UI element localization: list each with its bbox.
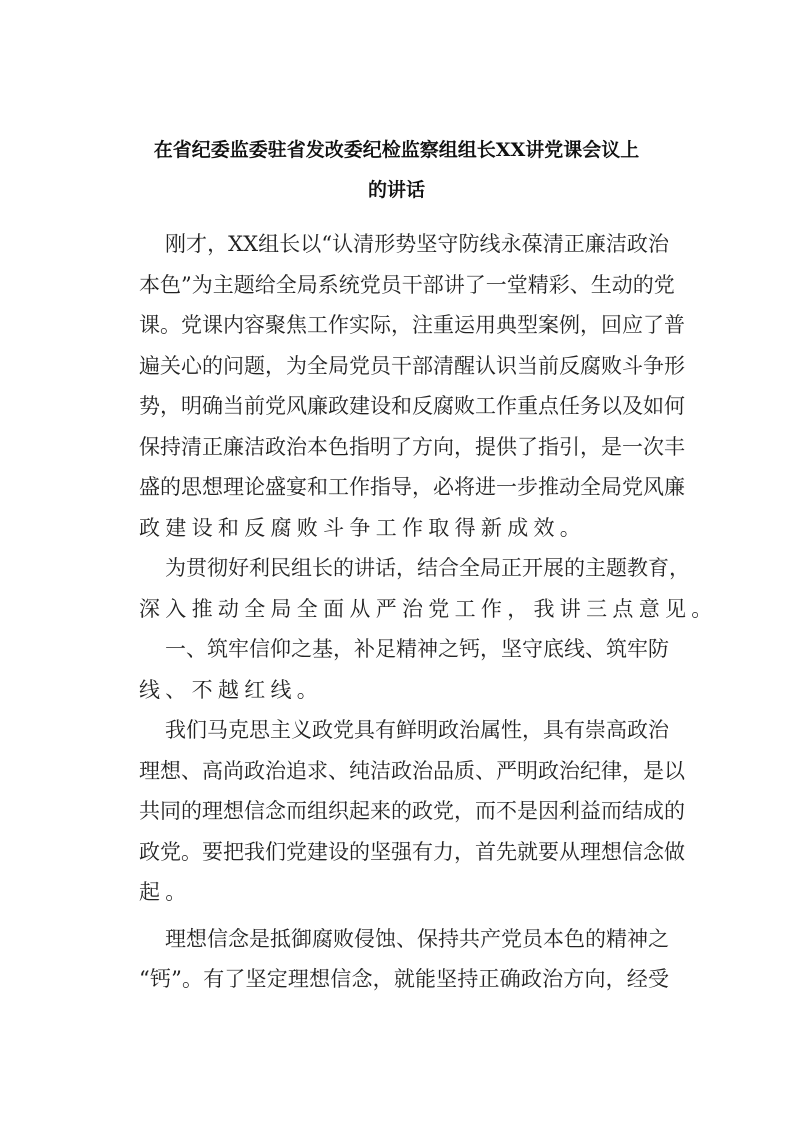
- text-line: 政党。要把我们党建设的坚强有力，首先就要从理想信念做: [139, 839, 685, 864]
- paragraph-party: [139, 710, 685, 913]
- text-line: 深入推动全局全面从严治党工作，我讲三点意见。: [139, 596, 718, 621]
- text-line: 为贯彻好利民组长的讲话，结合全局正开展的主题教育，: [165, 556, 690, 580]
- text-line: 一、筑牢信仰之基，补足精神之钙，坚守底线、筑牢防: [165, 637, 669, 661]
- text-line: 盛的思想理论盛宴和工作指导，必将进一步推动全局党风廉: [139, 475, 685, 499]
- title-line-2: 的讲话: [367, 179, 425, 201]
- paragraph-ideals: [139, 919, 669, 1000]
- text-line: 本色”为主题给全局系统党员干部讲了一堂精彩、生动的党: [139, 272, 675, 297]
- text-line: 势，明确当前党风廉政建设和反腐败工作重点任务以及如何: [139, 394, 685, 418]
- text-line: 刚才，XX组长以“认清形势坚守防线永葆清正廉洁政治: [165, 232, 669, 256]
- paragraph-heading-1: [139, 629, 669, 710]
- text-line: 理想信念是抵御腐败侵蚀、保持共产党员本色的精神之: [165, 926, 669, 951]
- document-title: [100, 130, 693, 210]
- text-line: 我们马克思主义政党具有鲜明政治属性，具有崇高政治: [165, 718, 669, 742]
- text-line: 保持清正廉洁政治本色指明了方向，提供了指引，是一次丰: [139, 434, 685, 459]
- text-line: 起。: [139, 880, 192, 904]
- text-line: 政建设和反腐败斗争工作取得新成效。: [139, 515, 587, 540]
- text-line: “钙”。有了坚定理想信念，就能坚持正确政治方向，经受: [139, 967, 669, 991]
- paragraph-opening: [139, 224, 685, 548]
- title-line-1: 在省纪委监委驻省发改委纪检监察组组长XX讲党课会议上: [153, 139, 640, 161]
- text-line: 课。党课内容聚焦工作实际，注重运用典型案例，回应了普: [139, 313, 685, 337]
- text-line: 共同的理想信念而组织起来的政党，而不是因利益而结成的: [139, 799, 685, 823]
- paragraph-intent: [139, 548, 718, 629]
- document-body: [139, 224, 718, 1000]
- text-line: 线、不越红线。: [139, 677, 324, 702]
- text-line: 遍关心的问题，为全局党员干部清醒认识当前反腐败斗争形: [139, 353, 685, 378]
- text-line: 理想、高尚政治追求、纯洁政治品质、严明政治纪律，是以: [139, 758, 685, 783]
